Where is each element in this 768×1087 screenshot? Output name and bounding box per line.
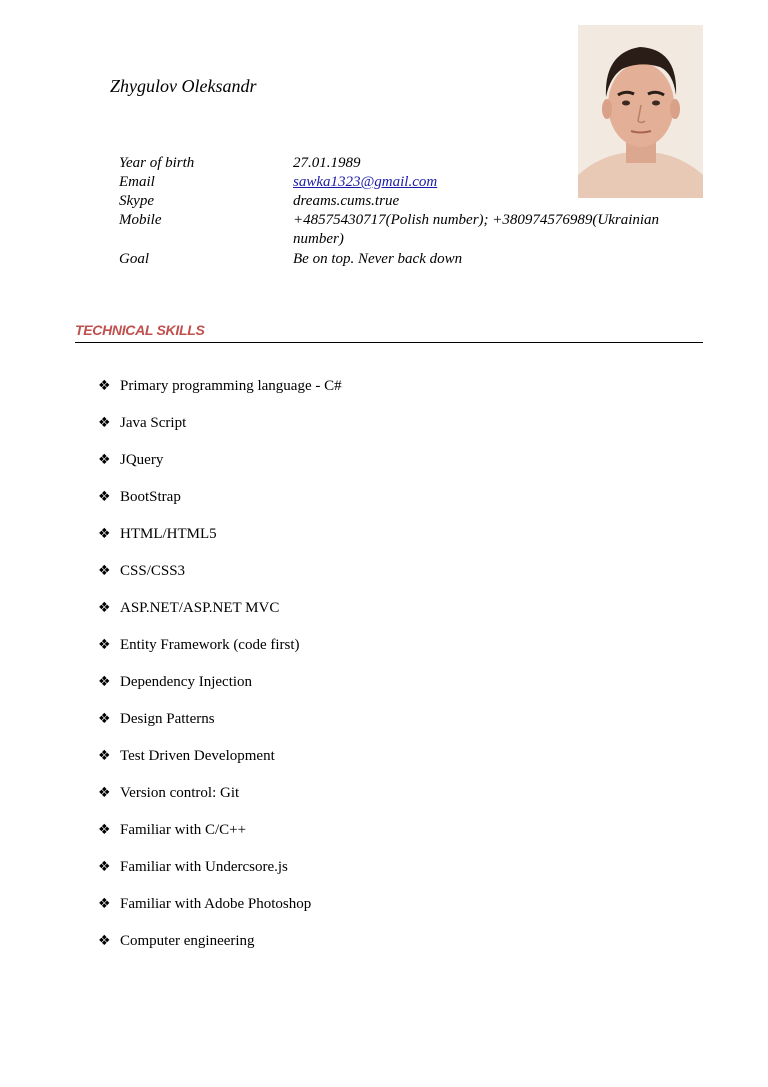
skill-item bbox=[98, 857, 342, 894]
skill-text: BootStrap bbox=[120, 489, 181, 505]
candidate-name: Zhygulov Oleksandr bbox=[110, 76, 257, 96]
diamond-bullet-icon: ❖ bbox=[98, 563, 111, 579]
skill-item bbox=[98, 709, 342, 746]
diamond-bullet-icon: ❖ bbox=[98, 637, 111, 653]
info-row-mobile bbox=[119, 211, 709, 249]
info-label: Mobile bbox=[119, 212, 162, 228]
skill-item bbox=[98, 413, 342, 450]
diamond-bullet-icon: ❖ bbox=[98, 674, 111, 690]
info-row-birth bbox=[119, 154, 709, 173]
skill-item bbox=[98, 450, 342, 487]
skill-text: Java Script bbox=[120, 415, 187, 431]
info-value: dreams.cums.true bbox=[293, 193, 400, 209]
skill-text: Entity Framework (code first) bbox=[120, 637, 300, 653]
info-value: Be on top. Never back down bbox=[293, 251, 463, 267]
diamond-bullet-icon: ❖ bbox=[98, 933, 111, 949]
skill-text: Familiar with Undercsore.js bbox=[120, 859, 288, 875]
diamond-bullet-icon: ❖ bbox=[98, 822, 111, 838]
skill-item bbox=[98, 746, 342, 783]
section-title-text: TECHNICAL SKILLS bbox=[75, 322, 205, 338]
skill-text: HTML/HTML5 bbox=[120, 526, 217, 542]
skills-list bbox=[98, 376, 342, 968]
info-row-skype bbox=[119, 192, 709, 211]
skill-item bbox=[98, 783, 342, 820]
info-label: Year of birth bbox=[119, 155, 195, 171]
skill-item bbox=[98, 672, 342, 709]
personal-info bbox=[119, 154, 709, 269]
info-label: Skype bbox=[119, 193, 154, 209]
diamond-bullet-icon: ❖ bbox=[98, 785, 111, 801]
diamond-bullet-icon: ❖ bbox=[98, 489, 111, 505]
skill-item bbox=[98, 376, 342, 413]
skill-text: Version control: Git bbox=[120, 785, 240, 801]
skill-item bbox=[98, 820, 342, 857]
info-row-goal bbox=[119, 250, 709, 269]
email-link[interactable]: sawka1323@gmail.com bbox=[293, 174, 438, 190]
skill-text: Dependency Injection bbox=[120, 674, 253, 690]
skill-item bbox=[98, 635, 342, 672]
diamond-bullet-icon: ❖ bbox=[98, 896, 111, 912]
diamond-bullet-icon: ❖ bbox=[98, 526, 111, 542]
skill-text: Design Patterns bbox=[120, 711, 215, 727]
skill-item bbox=[98, 894, 342, 931]
skill-item bbox=[98, 931, 342, 968]
skill-text: Computer engineering bbox=[120, 933, 255, 949]
diamond-bullet-icon: ❖ bbox=[98, 711, 111, 727]
info-label: Goal bbox=[119, 251, 149, 267]
technical-skills-heading bbox=[75, 322, 703, 343]
diamond-bullet-icon: ❖ bbox=[98, 415, 111, 431]
skill-text: ASP.NET/ASP.NET MVC bbox=[120, 600, 280, 616]
info-value: +48575430717(Polish number); +380974576989(Ukrainian number) bbox=[293, 212, 660, 247]
skill-text: Familiar with C/C++ bbox=[120, 822, 247, 838]
diamond-bullet-icon: ❖ bbox=[98, 452, 111, 468]
skill-item bbox=[98, 561, 342, 598]
skill-item bbox=[98, 598, 342, 635]
skill-item bbox=[98, 487, 342, 524]
diamond-bullet-icon: ❖ bbox=[98, 600, 111, 616]
info-value: 27.01.1989 bbox=[293, 155, 361, 171]
skill-item bbox=[98, 524, 342, 561]
info-row-email bbox=[119, 173, 709, 192]
diamond-bullet-icon: ❖ bbox=[98, 748, 111, 764]
skill-text: Test Driven Development bbox=[120, 748, 275, 764]
diamond-bullet-icon: ❖ bbox=[98, 859, 111, 875]
diamond-bullet-icon: ❖ bbox=[98, 378, 111, 394]
skill-text: Primary programming language - C# bbox=[120, 378, 342, 394]
skill-text: Familiar with Adobe Photoshop bbox=[120, 896, 312, 912]
skill-text: JQuery bbox=[120, 452, 164, 468]
skill-text: CSS/CSS3 bbox=[120, 563, 186, 579]
info-label: Email bbox=[119, 174, 155, 190]
